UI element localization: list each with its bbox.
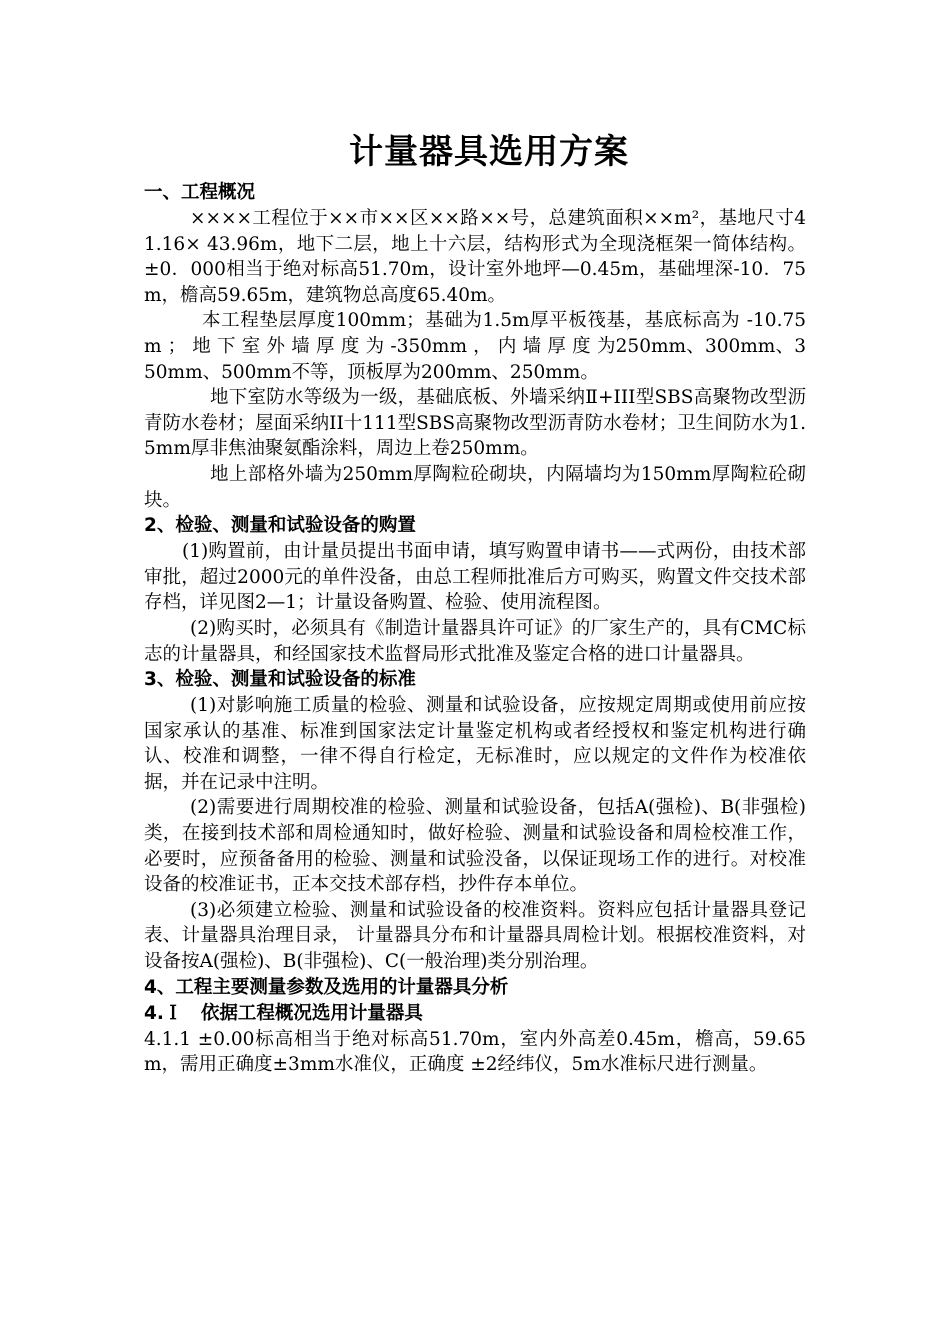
document-title: 计量器具选用方案: [349, 132, 629, 172]
paragraph: (3)必须建立检验、测量和试验设备的校准资料。资料应包括计量器具登记表、计量器具治理目录， 计量器具分布和计量器具周检计划。根据校准资料，对设备按A(强检)、B(非强检)、C(一般治理)类分别治理。: [144, 899, 806, 973]
section-heading-purchase: 2、检验、测量和试验设备的购置: [144, 515, 416, 537]
paragraph: ××××工程位于××市××区××路××号，总建筑面积××m²，基地尺寸41.16× 43.96m，地下二层，地上十六层，结构形式为全现浇框架一简体结构。±0．000相当于绝对标高51.70m，设计室外地坪—0.45m，基础埋深-10．75m，檐高59.65m，建筑物总高度65.40m。: [144, 208, 806, 306]
paragraph: (1)购置前，由计量员提出书面申请，填写购置申请书——式两份，由技术部审批，超过2000元的单件没备，由总工程师批准后方可购买，购置文件交技术部存档，详见图2—1；计量设备购置、检验、使用流程图。: [144, 541, 806, 614]
paragraph: 4.1.1 ±0.00标高相当于绝对标高51.70m，室内外高差0.45m，檐高，59.65m，需用正确度±3mm水准仪，正确度 ±2经纬仪，5m水准标尺进行测量。: [144, 1028, 806, 1076]
section-heading-overview: 一、工程概况: [144, 182, 256, 203]
paragraph: 本工程垫层厚度100mm；基础为1.5m厚平板筏基，基底标高为 -10.75m ； 地 下 室 外 墙 厚 度 为 -350mm ， 内 墙 厚 度 为250mm、300mm、350mm、500mm不等，顶板厚为200mm、250mm。: [144, 310, 806, 383]
subsection-heading: 4.Ｉ 依据工程概况选用计量器具: [144, 1002, 423, 1024]
section-heading-analysis: 4、工程主要测量参数及选用的计量器具分析: [144, 976, 509, 998]
paragraph: 地下室防水等级为一级，基础底板、外墙采纳Ⅱ+III型SBS高聚物改型沥青防水卷材；屋面采纳II十111型SBS高聚物改型沥青防水卷材；卫生间防水为1.5mm厚非焦油聚氨酯涂料，周边上卷250mm。: [144, 387, 806, 460]
paragraph: (1)对影响施工质量的检验、测量和试验设备，应按规定周期或使用前应按国家承认的基准、标准到国家法定计量鉴定机构或者经授权和鉴定机构进行确认、校准和调整，一律不得自行检定，无标准时，应以规定的文件作为校准依据，并在记录中注明。: [144, 695, 806, 793]
paragraph: (2)需要进行周期校准的检验、测量和试验设备，包括A(强检)、B(非强检)类，在接到技术部和周检通知时，做好检验、测量和试验设备和周检校准工作，必要时，应预备备用的检验、测量和试验没备，以保证现场工作的进行。对校准设备的校准证书，正本交技术部存档，抄件存本单位。: [144, 797, 806, 896]
section-heading-standard: 3、检验、测量和试验设备的标准: [144, 669, 416, 691]
paragraph: 地上部格外墙为250mm厚陶粒砼砌块，内隔墙均为150mm厚陶粒砼砌块。: [144, 463, 806, 511]
document-page: [144, 124, 806, 1078]
paragraph: (2)购买时，必须具有《制造计量器具许可证》的厂家生产的，具有CMC标志的计量器具，和经国家技术监督局形式批准及鉴定合格的进口计量器具。: [144, 617, 806, 665]
